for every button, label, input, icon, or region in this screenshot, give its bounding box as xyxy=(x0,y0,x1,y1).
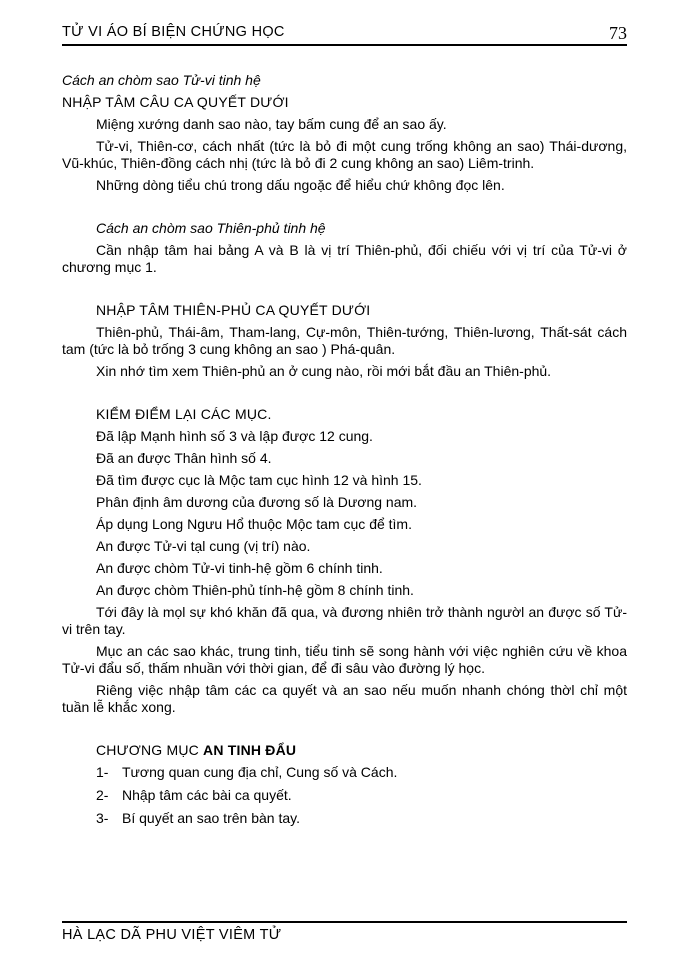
subsection-title-tuvi: Cách an chòm sao Tử-vi tinh hệ xyxy=(62,72,261,88)
chapter-heading xyxy=(62,742,627,759)
numbered-item-marker: 1- xyxy=(96,764,109,780)
checklist-item: An được Tử-vi tạl cung (vị trí) nào. xyxy=(96,538,311,554)
checklist-item: Áp dụng Long Ngưu Hổ thuộc Mộc tam cục để tìm. xyxy=(96,516,412,532)
page-header xyxy=(62,24,627,46)
page-footer xyxy=(62,921,627,944)
numbered-item-text: Tương quan cung địa chỉ, Cung số và Cách. xyxy=(122,764,398,780)
page-content xyxy=(62,72,627,827)
paragraph: Tới đây là mọl sự khó khăn đã qua, và đương nhiên trở thành ngườl an được số Tử-vi trên tay. xyxy=(62,604,627,637)
subsection-title-thienphu: Cách an chòm sao Thiên-phủ tinh hệ xyxy=(96,220,326,236)
numbered-item-marker: 3- xyxy=(96,810,109,826)
paragraph: Tử-vi, Thiên-cơ, cách nhất (tức là bỏ đi một cung trống không an sao) Thái-dương, Vũ-khúc, Thiên-đồng cách nhị (tức là bỏ đi 2 cung không an sao) Liêm-trinh. xyxy=(62,138,627,171)
paragraph: Những dòng tiểu chú trong dấu ngoặc để hiểu chứ không đọc lên. xyxy=(96,177,505,193)
checklist-item: Đã an được Thân hình số 4. xyxy=(96,450,272,466)
paragraph: Cần nhập tâm hai bảng A và B là vị trí Thiên-phủ, đối chiếu với vị trí của Tử-vi ở chương mục 1. xyxy=(62,242,627,275)
numbered-item xyxy=(96,810,627,827)
numbered-item xyxy=(96,764,627,781)
checklist-item: An được chòm Thiên-phủ tính-hệ gồm 8 chính tinh. xyxy=(96,582,414,598)
chapter-heading-bold: AN TINH ĐẨU xyxy=(203,742,297,758)
paragraph: Thiên-phủ, Thái-âm, Tham-lang, Cự-môn, Thiên-tướng, Thiên-lương, Thất-sát cách tam (tức là bỏ trống 3 cung không an sao ) Phá-quân. xyxy=(62,324,627,357)
page-number: 73 xyxy=(609,23,627,43)
numbered-item-text: Bí quyết an sao trên bàn tay. xyxy=(122,810,300,826)
checklist-item: Đã lập Mạnh hình số 3 và lập được 12 cung. xyxy=(96,428,373,444)
paragraph: Riêng việc nhập tâm các ca quyết và an sao nếu muốn nhanh chóng thờl chỉ một tuần lễ khắc xong. xyxy=(62,682,627,715)
running-title: TỬ VI ÁO BÍ BIỆN CHỨNG HỌC xyxy=(62,24,285,40)
section-heading-nhap-tam-cau-ca: NHẬP TÂM CÂU CA QUYẾT DƯỚI xyxy=(62,94,289,110)
numbered-item xyxy=(96,787,627,804)
paragraph: Mục an các sao khác, trung tinh, tiểu tinh sẽ song hành với việc nghiên cứu về khoa Tử-vi đẩu số, thấm nhuần với thời gian, để đi sâu vào đường lý học. xyxy=(62,643,627,676)
numbered-item-marker: 2- xyxy=(96,787,109,803)
page-body-column xyxy=(62,24,627,833)
checklist-item: An được chòm Tử-vi tinh-hệ gồm 6 chính tinh. xyxy=(96,560,383,576)
footer-text: HÀ LẠC DÃ PHU VIỆT VIÊM TỬ xyxy=(62,927,282,943)
checklist-item: Đã tìm được cục là Mộc tam cục hình 12 và hình 15. xyxy=(96,472,422,488)
paragraph: Miệng xướng danh sao nào, tay bấm cung để an sao ấy. xyxy=(96,116,447,132)
section-heading-kiem-diem: KIỂM ĐIỂM LẠI CÁC MỤC. xyxy=(96,406,272,422)
paragraph: Xin nhớ tìm xem Thiên-phủ an ở cung nào, rồi mới bắt đầu an Thiên-phủ. xyxy=(96,363,552,379)
numbered-item-text: Nhập tâm các bài ca quyết. xyxy=(122,787,292,803)
checklist-item: Phân định âm dương của đương số là Dương nam. xyxy=(96,494,418,510)
section-heading-nhap-tam-thien-phu: NHẬP TÂM THIÊN-PHỦ CA QUYẾT DƯỚI xyxy=(96,302,371,318)
chapter-heading-prefix: CHƯƠNG MỤC xyxy=(96,742,204,758)
